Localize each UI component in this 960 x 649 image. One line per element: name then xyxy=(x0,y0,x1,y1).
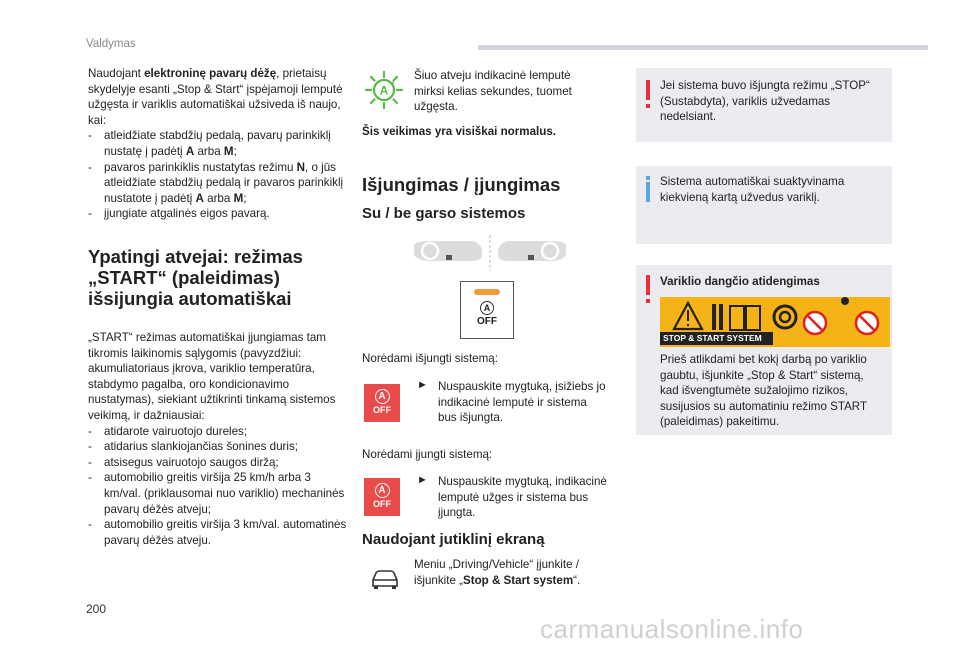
intro-text-c: , prietaisų skydelyje esanti „Stop & Start“ įspėjamoji lemputė užgęsta ir variklis automatiškai užsiveda iš naujo, kai: xyxy=(88,67,343,127)
car-icon xyxy=(369,566,401,590)
off-label: OFF xyxy=(477,316,497,327)
list-item: - atidarius slankiojančias šonines duris; xyxy=(88,440,298,454)
special-cases-paragraph xyxy=(88,330,350,548)
list-item: - pavaros parinkiklis nustatytas režimu N, o jūs atleidžiate stabdžių pedalą ir pavaros parinkiklį nustatote į padėtį A arba M; xyxy=(88,160,344,205)
intro-paragraph xyxy=(88,66,348,222)
touchscreen-heading: Naudojant jutiklinį ekraną xyxy=(362,531,545,548)
section-title: Valdymas xyxy=(86,38,136,50)
svg-text:A: A xyxy=(379,83,389,98)
warning-icon xyxy=(646,275,650,295)
stop-start-letter-icon: A xyxy=(480,301,494,315)
disable-label: Norėdami išjungti sistemą: xyxy=(362,352,498,365)
button-led xyxy=(474,289,500,295)
enable-label: Norėdami įjungti sistemą: xyxy=(362,448,493,461)
audio-system-subheading: Su / be garso sistemos xyxy=(362,205,526,222)
bonnet-warning-title: Variklio dangčio atidengimas xyxy=(660,275,820,288)
header-bar xyxy=(478,45,928,50)
list-item: - atsisegus vairuotojo saugos diržą; xyxy=(88,455,279,469)
list-item: - atleidžiate stabdžių pedalą, pavarų parinkiklį nustatę į padėtį A arba M; xyxy=(88,129,331,158)
bullet-icon: ► xyxy=(417,474,428,486)
stop-start-off-button[interactable] xyxy=(460,281,514,339)
intro-text-a: Naudojant xyxy=(88,67,145,80)
info-icon xyxy=(646,182,650,202)
dashboard-illustration-icon xyxy=(410,233,570,273)
svg-text:i: i xyxy=(742,312,746,328)
warning-box-stop xyxy=(636,68,892,142)
special-cases-heading: Ypatingi atvejai: režimas „START“ (paleidimas) išsijungia automatiškai xyxy=(88,246,303,309)
intro-text-bold: elektroninę pavarų dėžę xyxy=(144,67,277,80)
bonnet-warning-box xyxy=(636,265,892,435)
touchscreen-text: Meniu „Driving/Vehicle“ įjunkite / išjunkite „Stop & Start system“. xyxy=(414,558,581,587)
warning-icon xyxy=(646,80,650,100)
disable-text: Nuspauskite mygtuką, įsižiebs jo indikacinė lemputė ir sistema bus išjungta. xyxy=(438,380,606,425)
enable-text: Nuspauskite mygtuką, indikacinė lemputė užges ir sistema bus įjungta. xyxy=(438,475,607,520)
off-button-off-icon: A OFF xyxy=(364,478,400,516)
info-text: Sistema automatiškai suaktyvinama kiekvieną kartą užvedus variklį. xyxy=(660,175,845,204)
info-box xyxy=(636,166,892,244)
watermark: carmanualsonline.info xyxy=(540,614,804,644)
bullet-icon: ► xyxy=(417,379,428,391)
bonnet-warning-text: Prieš atlikdami bet kokį darbą po variklio gaubtu, išjunkite „Stop & Start“ sistemą, kad išvengtumėte sužalojimo rizikos, susijusios su automatiniu režimo START (paleidimas) pakeitimu. xyxy=(660,353,867,429)
off-button-on-icon: A OFF xyxy=(364,384,400,422)
warning-text: Jei sistema buvo išjungta režimu „STOP“ (Sustabdyta), variklis užvedamas nedelsiant. xyxy=(660,79,870,124)
on-off-heading: Išjungimas / įjungimas xyxy=(362,174,561,195)
stop-start-system-label: STOP & START SYSTEM xyxy=(660,332,773,345)
list-item: - įjungiate atgalinės eigos pavarą. xyxy=(88,207,270,221)
page-number: 200 xyxy=(86,602,107,616)
normal-operation-note: Šis veikimas yra visiškai normalus. xyxy=(362,125,556,138)
list-item: - automobilio greitis viršija 3 km/val. automatinės pavarų dėžės atveju. xyxy=(88,518,347,547)
special-cases-text: „START“ režimas automatiškai įjungiamas tam tikromis laikinomis sąlygomis (pavyzdžiui: akumuliatoriaus įkrova, variklio temperatūra, stabdymo pagalba, oro kondicionavimo nustatymas), siekiant užtikrinti tinkamą sistemos veikimą, ir dažniausiai: xyxy=(88,331,336,422)
indicator-text: Šiuo atveju indikacinė lemputė mirksi kelias sekundes, tuomet užgęsta. xyxy=(414,69,572,114)
list-item: - automobilio greitis viršija 25 km/h arba 3 km/val. (priklausomai nuo variklio) mechaninės pavarų dėžės atveju; xyxy=(88,471,345,516)
list-item: - atidarote vairuotojo dureles; xyxy=(88,424,248,438)
stop-start-indicator-icon xyxy=(364,70,404,110)
